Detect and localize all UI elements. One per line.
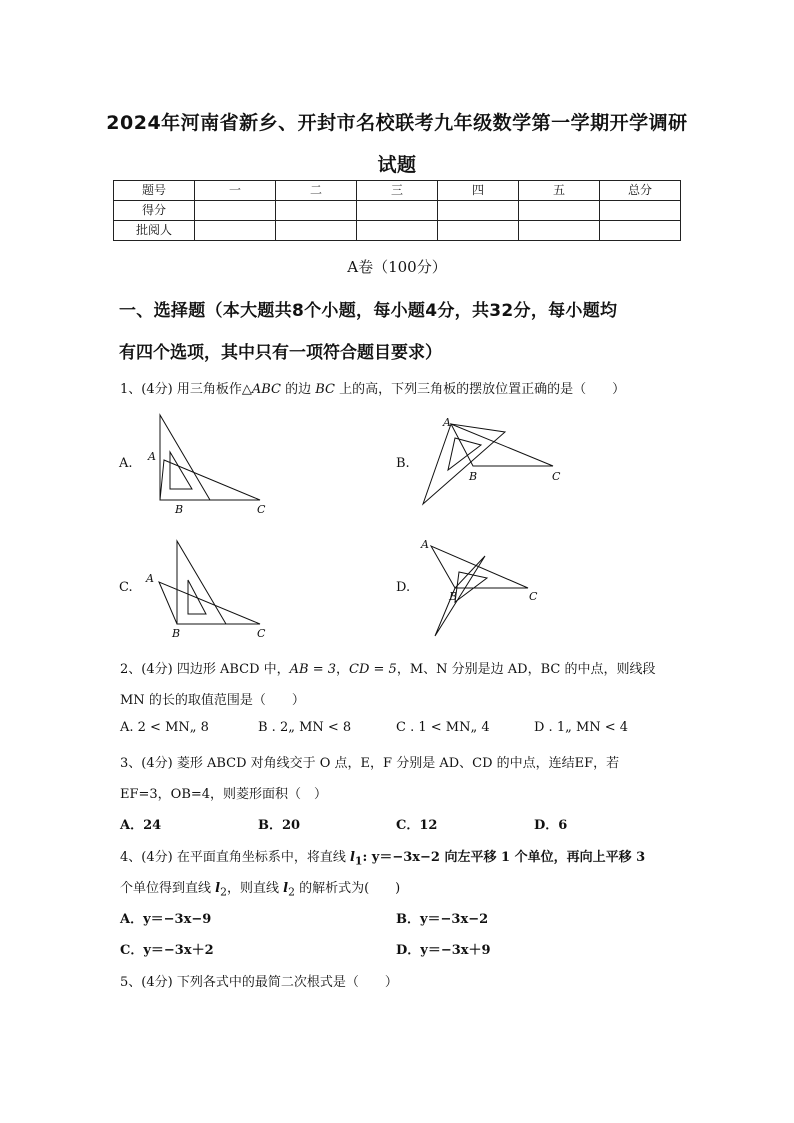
q2-option-d[interactable]: D . 1„ MN < 4 xyxy=(534,720,629,735)
triangle-abc xyxy=(159,582,260,624)
row-label: 得分 xyxy=(114,201,195,221)
q2-option-b[interactable]: B . 2„ MN < 8 xyxy=(258,720,352,735)
part1-heading-line1: 一、选择题（本大题共8个小题，每小题4分，共32分，每小题均 xyxy=(119,301,618,321)
score-cell[interactable] xyxy=(276,201,357,221)
set-square-inner xyxy=(455,572,487,602)
reviewer-row xyxy=(114,221,681,241)
question-2-stem-line2: MN 的长的取值范围是（ ） xyxy=(120,693,305,708)
question-3-stem-line2: EF=3，OB=4，则菱形面积（ ） xyxy=(120,787,328,802)
q1-figure-d xyxy=(415,536,565,641)
exam-title-line2: 试题 xyxy=(377,154,417,176)
q1-abc: ABC xyxy=(251,382,281,397)
q4-text: 个单位得到直线 xyxy=(120,881,216,896)
q4-l2-sub: 2 xyxy=(220,885,227,899)
q3-option-c[interactable]: C．12 xyxy=(396,818,438,833)
header-cell: 一 xyxy=(195,181,276,201)
q1-figure-c xyxy=(140,538,280,648)
q1-option-b-label[interactable]: B. xyxy=(396,456,410,471)
q4-l2-sub: 2 xyxy=(288,885,295,899)
q2-cd: CD = 5 xyxy=(349,662,397,677)
q4-option-d[interactable]: D．y＝−3x＋9 xyxy=(396,943,491,958)
q4-l2: l xyxy=(215,881,221,896)
q1-text: 的边 xyxy=(280,382,316,397)
question-3-stem-line1: 3、(4分) 菱形 ABCD 对角线交于 O 点，E，F 分别是 AD、CD 的中点，连结EF，若 xyxy=(120,756,620,771)
label-b: B xyxy=(175,503,184,516)
label-a: A xyxy=(148,450,156,463)
q4-l1-sub: 1 xyxy=(354,854,363,868)
set-square-outer xyxy=(160,415,210,500)
reviewer-cell[interactable] xyxy=(519,221,600,241)
label-a: A xyxy=(146,572,154,585)
triangle-abc xyxy=(451,424,553,466)
set-square-outer xyxy=(423,424,505,504)
score-table-header-row xyxy=(114,181,681,201)
label-a: A xyxy=(443,416,451,429)
q4-option-c[interactable]: C．y＝−3x＋2 xyxy=(120,943,214,958)
question-4-stem-line2 xyxy=(120,877,400,899)
q2-sep: ， xyxy=(336,662,350,677)
reviewer-cell[interactable] xyxy=(276,221,357,241)
reviewer-cell[interactable] xyxy=(195,221,276,241)
q4-l2: l xyxy=(283,881,289,896)
score-cell[interactable] xyxy=(195,201,276,221)
q3-option-d[interactable]: D．6 xyxy=(534,818,568,833)
score-row xyxy=(114,201,681,221)
set-square-outer xyxy=(177,541,226,624)
q1-figure-a xyxy=(140,410,280,520)
q2-text: ，M、N 分别是边 AD，BC 的中点，则线段 xyxy=(396,662,656,677)
score-table xyxy=(113,180,681,241)
header-cell: 五 xyxy=(519,181,600,201)
q3-option-a[interactable]: A．24 xyxy=(120,818,162,833)
header-cell: 题号 xyxy=(114,181,195,201)
label-c: C xyxy=(257,503,266,516)
label-b: B xyxy=(172,627,181,640)
score-cell[interactable] xyxy=(519,201,600,221)
question-2-stem-line1 xyxy=(120,658,655,677)
q2-text: 2、(4分) 四边形 ABCD 中， xyxy=(120,662,290,677)
label-c: C xyxy=(529,590,538,603)
label-b: B xyxy=(449,590,458,603)
q1-bc: BC xyxy=(315,382,335,397)
q4-option-a[interactable]: A．y＝−3x−9 xyxy=(120,912,212,927)
q1-option-d-label[interactable]: D. xyxy=(396,580,411,595)
question-4-stem-line1 xyxy=(120,846,645,868)
q1-text: 1、(4分) 用三角板作△ xyxy=(120,382,252,397)
label-c: C xyxy=(257,627,266,640)
set-square-inner xyxy=(448,438,481,470)
q4-option-b[interactable]: B．y＝−3x−2 xyxy=(396,912,489,927)
header-cell: 三 xyxy=(357,181,438,201)
exam-title-line1: 2024年河南省新乡、开封市名校联考九年级数学第一学期开学调研 xyxy=(106,112,688,134)
q4-text: : y＝−3x−2 向左平移 1 个单位，再向上平移 3 xyxy=(362,850,646,865)
q2-ab: AB = 3 xyxy=(289,662,337,677)
q1-text: 上的高，下列三角板的摆放位置正确的是（ ） xyxy=(334,382,626,397)
q4-text: 4、(4分) 在平面直角坐标系中，将直线 xyxy=(120,850,350,865)
label-b: B xyxy=(469,470,478,483)
set-square-outer xyxy=(435,556,485,636)
score-cell[interactable] xyxy=(357,201,438,221)
q4-text: 的解析式为( ) xyxy=(294,881,401,896)
reviewer-cell[interactable] xyxy=(600,221,681,241)
section-a-heading: A卷（100分） xyxy=(347,258,447,276)
q2-option-a[interactable]: A. 2 < MN„ 8 xyxy=(120,720,209,735)
q1-option-c-label[interactable]: C. xyxy=(119,580,133,595)
question-5-stem: 5、(4分) 下列各式中的最简二次根式是（ ） xyxy=(120,975,398,990)
score-cell[interactable] xyxy=(438,201,519,221)
label-c: C xyxy=(552,470,561,483)
score-cell[interactable] xyxy=(600,201,681,221)
header-cell: 二 xyxy=(276,181,357,201)
q1-option-a-label[interactable]: A. xyxy=(119,456,133,471)
q2-option-c[interactable]: C . 1 < MN„ 4 xyxy=(396,720,490,735)
reviewer-cell[interactable] xyxy=(357,221,438,241)
q4-l1: l xyxy=(349,850,355,865)
header-cell: 四 xyxy=(438,181,519,201)
q4-text: ，则直线 xyxy=(226,881,284,896)
reviewer-cell[interactable] xyxy=(438,221,519,241)
row-label: 批阅人 xyxy=(114,221,195,241)
q3-option-b[interactable]: B．20 xyxy=(258,818,301,833)
header-cell: 总分 xyxy=(600,181,681,201)
triangle-abc xyxy=(160,460,260,500)
question-1-stem xyxy=(120,378,625,397)
triangle-abc xyxy=(431,546,528,588)
part1-heading-line2: 有四个选项，其中只有一项符合题目要求） xyxy=(119,343,442,363)
q1-figure-b xyxy=(415,412,565,512)
label-a: A xyxy=(421,538,429,551)
